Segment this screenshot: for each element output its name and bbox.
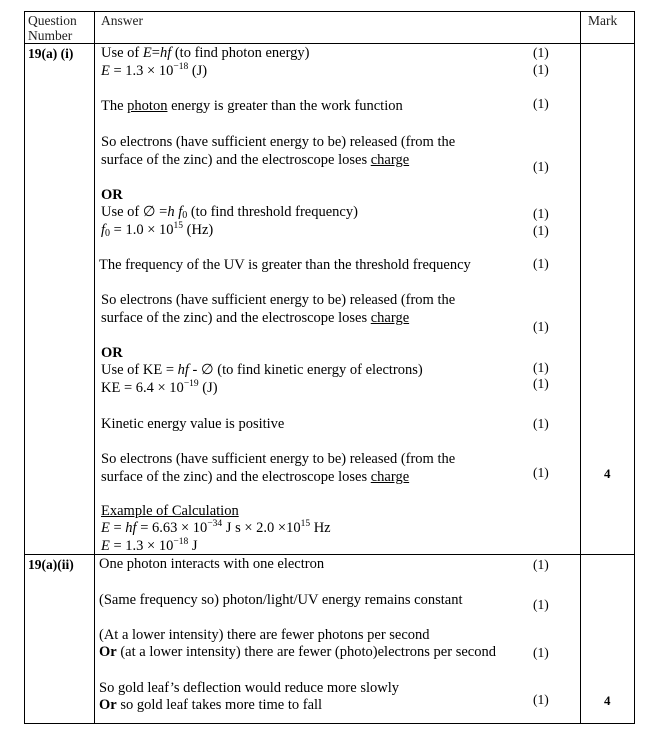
example-heading: Example of Calculation [101,503,239,519]
mark-b2: (1) [533,223,549,238]
question-number-19ai: 19(a) (i) [28,46,74,61]
answer-electrons-released-1-line1: So electrons (have sufficient energy to be) released (from the [101,134,456,150]
total-mark-19ai: 4 [604,466,611,481]
answer-ke-formula: Use of KE = hf - ∅ (to find kinetic energy of electrons) [101,362,423,378]
answer-photon-vs-work-function: The photon energy is greater than the work function [101,98,403,114]
mark-c3: (1) [533,416,549,431]
answer-threshold-formula: Use of ∅ =h $f_0$ (to find threshold frequency) [101,204,358,221]
example-calculation-line1: E = hf = $6.63 \times 10^{-34}$ J $s \times 2.0 \times 10^{15}$ Hz [101,519,331,536]
column-divider-number [94,11,95,724]
mark-d3: (1) [533,645,549,660]
mark-a1: (1) [533,45,549,60]
question-number-19aii: 19(a)(ii) [28,557,74,572]
header-question: Question [28,13,77,28]
mark-b4: (1) [533,319,549,334]
answer-electrons-released-1-line2: surface of the zinc) and the electroscope loses charge [101,152,410,168]
mark-d4: (1) [533,692,549,707]
answer-photon-energy-formula: Use of E=hf (to find photon energy) [101,45,310,61]
mark-a3: (1) [533,96,549,111]
mark-a2: (1) [533,62,549,77]
table-border-bottom [24,723,635,724]
header-mark: Mark [588,13,618,28]
answer-electrons-released-2-line1: So electrons (have sufficient energy to be) released (from the [101,292,456,308]
answer-threshold-value: $f_0 = 1.0 \times 10^{15}$ (Hz) [101,221,214,239]
answer-electrons-released-3-line2: surface of the zinc) and the electroscope loses charge [101,469,410,485]
answer-electrons-released-3-line1: So electrons (have sufficient energy to be) released (from the [101,451,456,467]
mark-c4: (1) [533,465,549,480]
answer-ke-positive: Kinetic energy value is positive [101,416,285,432]
answer-photon-energy-value: $E = 1.3 \times 10^{-18}$ (J) [101,62,208,79]
answer-electrons-released-2-line2: surface of the zinc) and the electroscope loses charge [101,310,410,326]
answer-ke-value: KE = $6.4 \times 10^{-19}$ (J) [101,379,218,396]
answer-fewer-photons: (At a lower intensity) there are fewer photons per second [99,627,430,643]
total-mark-19aii: 4 [604,693,611,708]
mark-c2: (1) [533,376,549,391]
answer-energy-constant: (Same frequency so) photon/light/UV energy remains constant [99,592,463,608]
example-calculation-line2: $E = 1.3 \times 10^{-18}$ J [101,537,198,554]
answer-deflection-slower: So gold leaf’s deflection would reduce more slowly [99,680,399,696]
mark-b1: (1) [533,206,549,221]
mark-d2: (1) [533,597,549,612]
mark-c1: (1) [533,360,549,375]
mark-b3: (1) [533,256,549,271]
answer-one-photon-one-electron: One photon interacts with one electron [99,556,325,572]
or-separator-2: OR [101,345,123,361]
answer-fewer-electrons: Or (at a lower intensity) there are fewer (photo)electrons per second [99,644,496,660]
answer-uv-vs-threshold: The frequency of the UV is greater than the threshold frequency [99,257,471,273]
answer-leaf-falls-slower: Or so gold leaf takes more time to fall [99,697,323,713]
table-border-left [24,11,25,724]
header-answer: Answer [101,13,143,28]
mark-scheme-table [24,11,635,724]
mark-a4: (1) [533,159,549,174]
header-number: Number [28,28,73,43]
column-divider-mark [580,11,581,724]
or-separator-1: OR [101,187,123,203]
mark-d1: (1) [533,557,549,572]
table-border-right [634,11,635,724]
